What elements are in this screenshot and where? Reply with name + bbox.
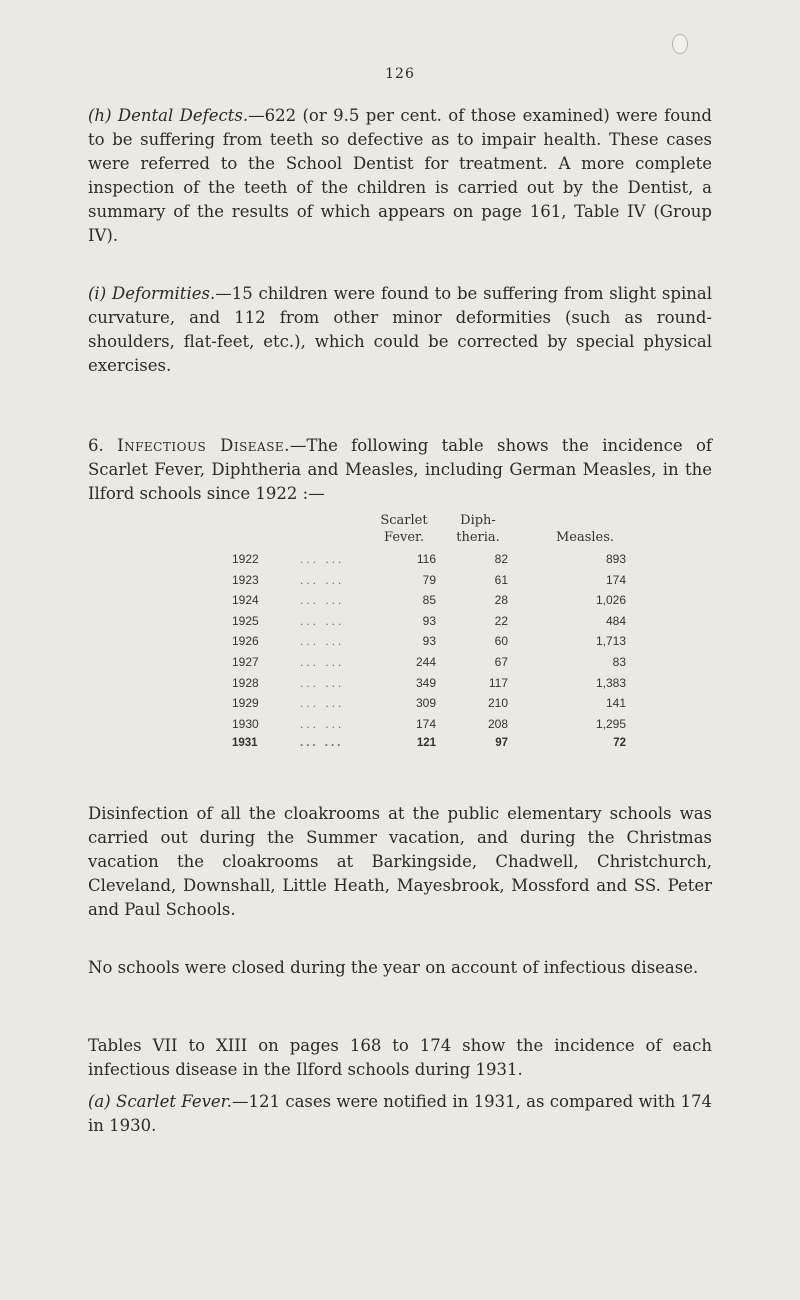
table-row (0, 552, 800, 572)
paragraph-deformities (88, 282, 712, 378)
paragraph-no-schools-closed: No schools were closed during the year on account of infectious disease. (88, 958, 699, 977)
measles-cell: 141 (605, 696, 626, 711)
deformities-text: —15 children were found to be suffering from slight spinal curvature, and 112 from other minor deformities (such as round-shoulders, flat-feet, etc.), which could be corrected by special physical exercises. (88, 284, 712, 375)
scarlet-fever-cell: 244 (415, 655, 436, 669)
leader-dots: ... ... (300, 655, 345, 669)
paragraph-scarlet-fever (88, 1090, 712, 1138)
diphtheria-cell: 97 (495, 737, 508, 750)
leader-dots: ... ... (300, 737, 344, 750)
year-cell: 1924 (232, 593, 259, 608)
leader-dots: ... ... (300, 634, 345, 649)
header-diph-line1: Diph- (460, 513, 496, 528)
scarlet-fever-cell: 174 (415, 716, 436, 731)
header-scarlet-line2: Fever. (384, 530, 424, 545)
page-corner-mark (672, 34, 688, 54)
scarlet-fever-cell: 309 (415, 696, 436, 711)
table-row (0, 717, 800, 737)
measles-cell: 893 (605, 552, 626, 566)
measles-cell: 484 (605, 613, 626, 628)
page-number: 126 (385, 66, 415, 82)
measles-cell: 1,026 (595, 593, 626, 608)
dental-defects-heading: (h) Dental Defects. (88, 106, 249, 125)
scarlet-fever-cell: 85 (422, 593, 436, 608)
leader-dots: ... ... (300, 613, 345, 628)
table-row (0, 593, 800, 613)
year-cell: 1931 (232, 737, 258, 750)
measles-cell: 83 (612, 655, 626, 669)
paragraph-infectious-disease (88, 434, 712, 506)
table-row (0, 573, 800, 593)
diphtheria-cell: 117 (488, 675, 508, 690)
table-row (0, 634, 800, 654)
paragraph-dental-defects (88, 104, 712, 248)
year-cell: 1925 (232, 613, 259, 628)
measles-cell: 1,295 (595, 716, 626, 731)
leader-dots: ... ... (300, 696, 345, 711)
year-cell: 1930 (232, 716, 259, 731)
scarlet-fever-cell: 116 (416, 552, 436, 566)
year-cell: 1923 (232, 572, 259, 587)
header-diph-line2: theria. (456, 530, 500, 545)
diphtheria-cell: 61 (494, 572, 508, 587)
header-scarlet-line1: Scarlet (380, 513, 428, 528)
measles-cell: 1,383 (595, 675, 626, 690)
paragraph-disinfection: Disinfection of all the cloakrooms at the public elementary schools was carried out during the Summer vacation, and during the Christmas vacation the cloakrooms at Barkingside, Chadwell, Christchurch, Cleveland, Downshall, Little Heath, Mayesbrook, Mossford and SS. Peter and Paul Schools. (88, 804, 712, 919)
scarlet-fever-heading: (a) Scarlet Fever. (88, 1092, 233, 1111)
leader-dots: ... ... (300, 675, 345, 690)
diphtheria-cell: 82 (494, 552, 508, 566)
scarlet-fever-cell: 121 (416, 737, 436, 750)
infectious-disease-text: —The following table shows the incidence of Scarlet Fever, Diphtheria and Measles, including German Measles, in the Ilford schools since 1922 :— (88, 436, 713, 503)
header-scarlet-fever (368, 512, 440, 546)
leader-dots: ... ... (300, 716, 345, 731)
leader-dots: ... ... (300, 552, 345, 566)
dental-defects-text: —622 (or 9.5 per cent. of those examined) were found to be suffering from teeth so defective as to impair health. These cases were referred to the School Dentist for treatment. A more complete inspection of the teeth of the children is carried out by the Dentist, a summary of the results of which appears on page 161, Table IV (Group IV). (88, 106, 712, 245)
table-row (0, 696, 800, 716)
infectious-disease-heading: Infectious Disease. (117, 436, 290, 455)
header-measles: Measles. (555, 530, 615, 545)
diphtheria-cell: 22 (494, 613, 508, 628)
scarlet-fever-cell: 93 (422, 634, 436, 649)
deformities-heading: (i) Deformities. (88, 284, 216, 303)
table-row (0, 676, 800, 696)
scarlet-fever-cell: 349 (415, 675, 436, 690)
leader-dots: ... ... (300, 572, 345, 587)
year-cell: 1922 (232, 552, 259, 566)
year-cell: 1929 (232, 696, 259, 711)
leader-dots: ... ... (300, 593, 345, 608)
diphtheria-cell: 28 (494, 593, 508, 608)
diphtheria-cell: 210 (487, 696, 508, 711)
diphtheria-cell: 67 (494, 655, 508, 669)
table-row (0, 614, 800, 634)
table-row (0, 737, 800, 757)
measles-cell: 72 (613, 737, 626, 750)
diphtheria-cell: 208 (487, 716, 508, 731)
measles-cell: 1,713 (595, 634, 626, 649)
diphtheria-cell: 60 (494, 634, 508, 649)
table-row (0, 655, 800, 675)
year-cell: 1927 (232, 655, 259, 669)
scarlet-fever-cell: 79 (422, 572, 436, 587)
header-diphtheria (444, 512, 512, 546)
year-cell: 1928 (232, 675, 259, 690)
measles-cell: 174 (605, 572, 626, 587)
scarlet-fever-cell: 93 (422, 613, 436, 628)
year-cell: 1926 (232, 634, 259, 649)
paragraph-tables-note: Tables VII to XIII on pages 168 to 174 show the incidence of each infectious disease in the Ilford schools during 1931. (88, 1036, 712, 1079)
scarlet-fever-text: —121 cases were notified in 1931, as compared with 174 in 1930. (88, 1092, 713, 1135)
section-number: 6. (88, 436, 104, 455)
